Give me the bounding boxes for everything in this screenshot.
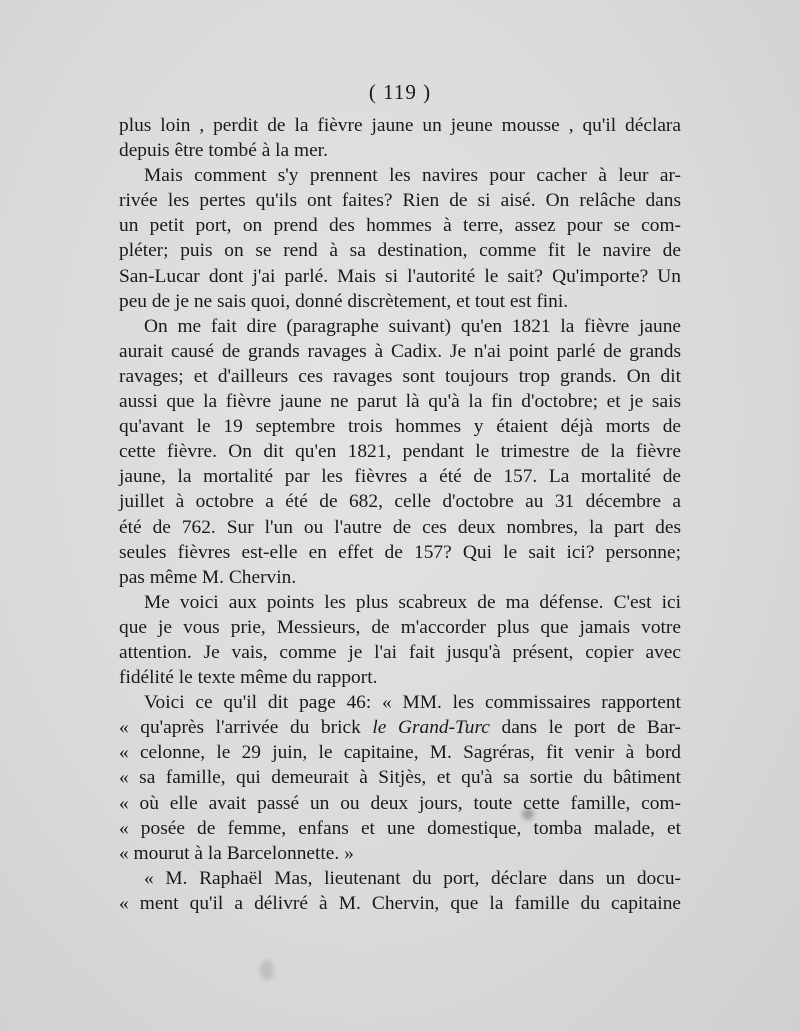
text-line: que je vous prie, Messieurs, de m'accorder plus que jamais votre (119, 616, 681, 638)
page-number: ( 119 ) (368, 80, 432, 104)
body-text (119, 113, 681, 916)
text-run: « qu'après l'arrivée du brick (119, 717, 373, 739)
text-line: un petit port, on prend des hommes à terre, assez pour se com- (119, 215, 681, 237)
text-line: jaune, la mortalité par les fièvres a été de 157. La mortalité de (119, 466, 681, 488)
text-line: cette fièvre. On dit qu'en 1821, pendant le trimestre de la fièvre (119, 441, 681, 463)
text-line: Me voici aux points les plus scabreux de ma défense. C'est ici (144, 591, 681, 613)
text-line: fidélité le texte même du rapport. (119, 667, 378, 689)
text-line: « sa famille, qui demeurait à Sitjès, et qu'à sa sortie du bâtiment (119, 767, 681, 789)
text-line: « posée de femme, enfans et une domestique, tomba malade, et (119, 817, 681, 839)
text-line: juillet à octobre a été de 682, celle d'octobre au 31 décembre a (119, 491, 681, 513)
text-line: pas même M. Chervin. (119, 566, 297, 588)
text-line: San-Lucar dont j'ai parlé. Mais si l'autorité le sait? Qu'importe? Un (119, 265, 681, 287)
ink-smudge (522, 808, 534, 820)
text-line: « M. Raphaël Mas, lieutenant du port, déclare dans un docu- (144, 867, 681, 889)
text-line: « celonne, le 29 juin, le capitaine, M. Sagréras, fit venir à bord (119, 742, 681, 764)
text-run: dans le port de Bar- (489, 717, 681, 739)
text-line (119, 715, 681, 740)
text-line: ravages; et d'ailleurs ces ravages sont toujours trop grands. On dit (119, 365, 681, 387)
text-line: Voici ce qu'il dit page 46: « MM. les commissaires rapportent (144, 692, 681, 714)
text-line: On me fait dire (paragraphe suivant) qu'en 1821 la fièvre jaune (144, 315, 681, 337)
ink-smudge (260, 960, 274, 980)
text-line: attention. Je vais, comme je l'ai fait jusqu'à présent, copier avec (119, 641, 681, 663)
text-line: aussi que la fièvre jaune ne parut là qu'à la fin d'octobre; et je sais (119, 391, 681, 413)
text-line: Mais comment s'y prennent les navires pour cacher à leur ar- (144, 165, 681, 187)
text-line: depuis être tombé à la mer. (119, 140, 328, 162)
text-line: qu'avant le 19 septembre trois hommes y étaient déjà morts de (119, 416, 681, 438)
text-line: aurait causé de grands ravages à Cadix. Je n'ai point parlé de grands (119, 340, 681, 362)
text-line: « où elle avait passé un ou deux jours, toute cette famille, com- (119, 792, 681, 814)
text-line: plus loin , perdit de la fièvre jaune un jeune mousse , qu'il déclara (119, 115, 681, 136)
text-line: été de 762. Sur l'un ou l'autre de ces deux nombres, la part des (119, 516, 681, 538)
text-line: pléter; puis on se rend à sa destination, comme fit le navire de (119, 240, 681, 262)
text-line: « ment qu'il a délivré à M. Chervin, que la famille du capitaine (119, 892, 681, 914)
text-line: seules fièvres est-elle en effet de 157? Qui le sait ici? personne; (119, 541, 681, 563)
ship-name: le Grand-Turc (372, 717, 490, 739)
text-line: « mourut à la Barcelonnette. » (119, 842, 354, 864)
text-line: peu de je ne sais quoi, donné discrètement, et tout est fini. (119, 290, 569, 312)
text-line: rivée les pertes qu'ils ont faites? Rien de si aisé. On relâche dans (119, 190, 681, 212)
